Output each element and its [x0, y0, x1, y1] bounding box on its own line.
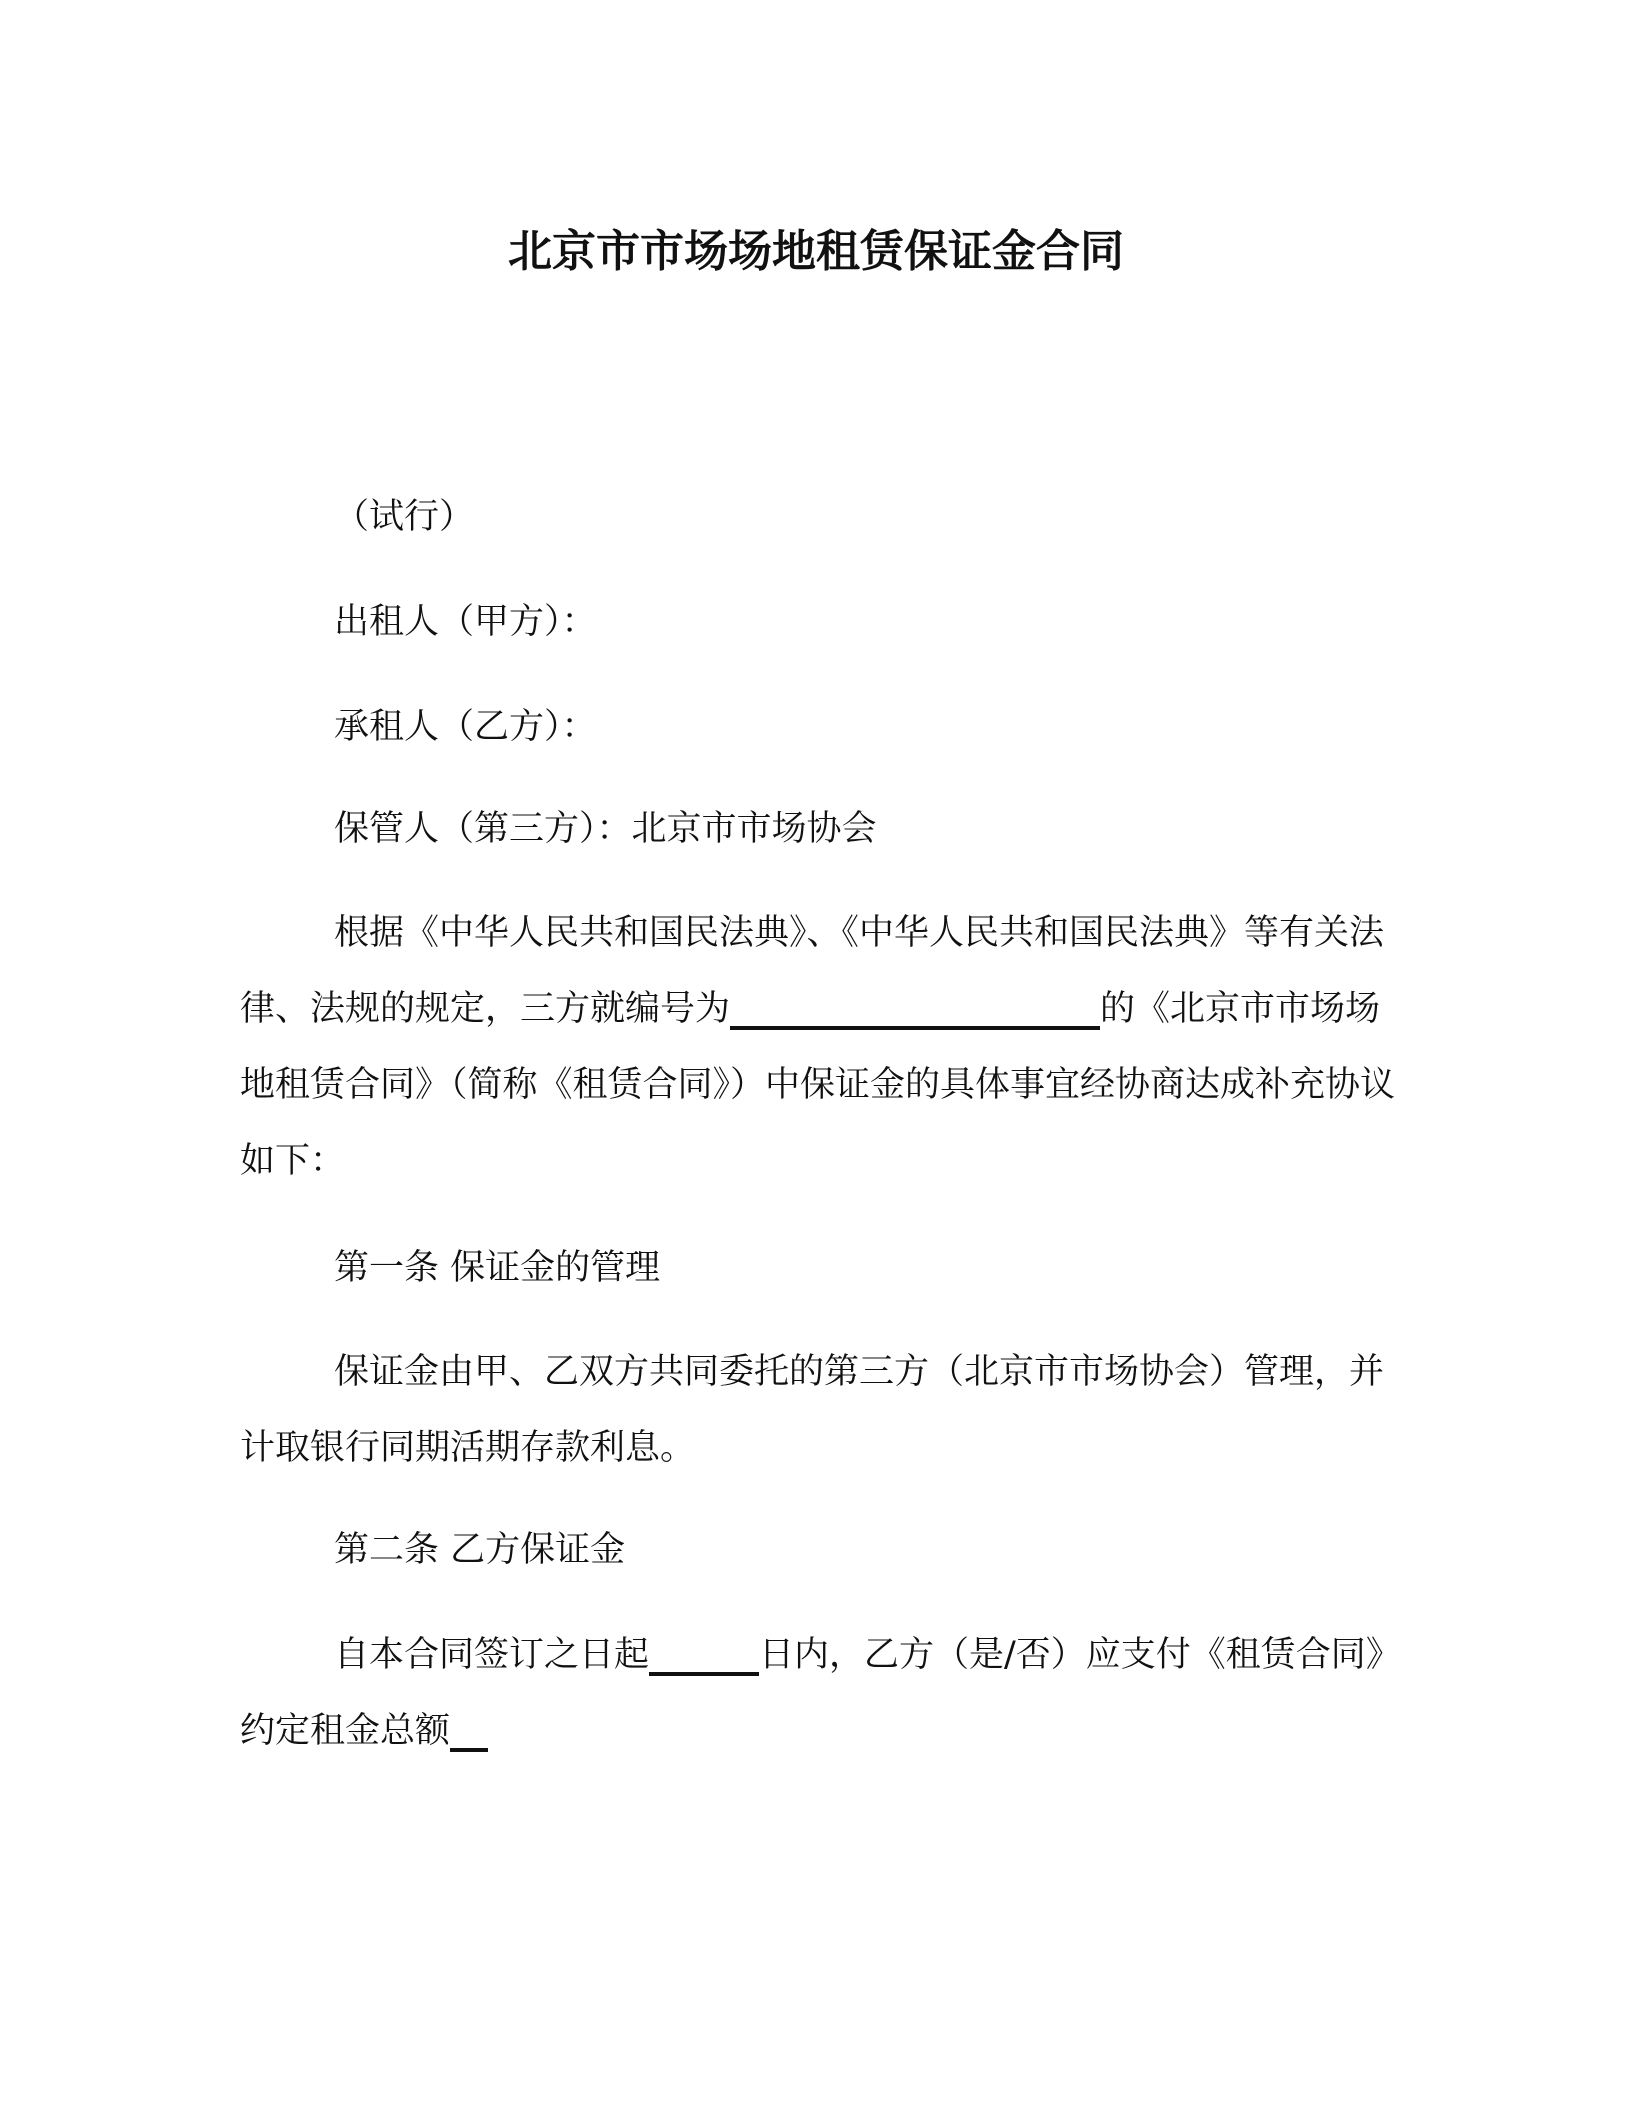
article2-text-1: 自本合同签订之日起 — [334, 1635, 650, 1675]
rent-total-blank[interactable] — [450, 1708, 488, 1752]
trial-label: （试行） — [334, 497, 475, 537]
contract-number-blank[interactable] — [730, 986, 1100, 1030]
party-a-line: 出租人（甲方）： — [334, 602, 597, 642]
article2-text-2: 日内，乙方（是/否）应支付《租赁合同》约定租金总额 — [240, 1635, 1401, 1751]
article2-heading: 第二条 乙方保证金 — [334, 1530, 626, 1570]
article2-body — [240, 1617, 1410, 1769]
days-blank[interactable] — [649, 1632, 759, 1676]
intro-text-1: 根据《中华人民共和国民法典》、《中华人民共和国民法典》等有关法律、法规的规定，三方就编号为 — [240, 913, 1385, 1029]
intro-paragraph — [240, 895, 1410, 1199]
custodian-line: 保管人（第三方）：北京市市场协会 — [334, 809, 877, 849]
intro-text-2: 的《北京市市场场地租赁合同》（简称《租赁合同》）中保证金的具体事宜经协商达成补充协议如下： — [240, 989, 1396, 1181]
article1-heading: 第一条 保证金的管理 — [334, 1248, 661, 1288]
article1-body: 保证金由甲、乙双方共同委托的第三方（北京市市场协会）管理，并计取银行同期活期存款利息。 — [240, 1352, 1385, 1468]
party-b-line: 承租人（乙方）： — [334, 707, 597, 747]
document-title: 北京市市场场地租赁保证金合同 — [508, 226, 1124, 277]
